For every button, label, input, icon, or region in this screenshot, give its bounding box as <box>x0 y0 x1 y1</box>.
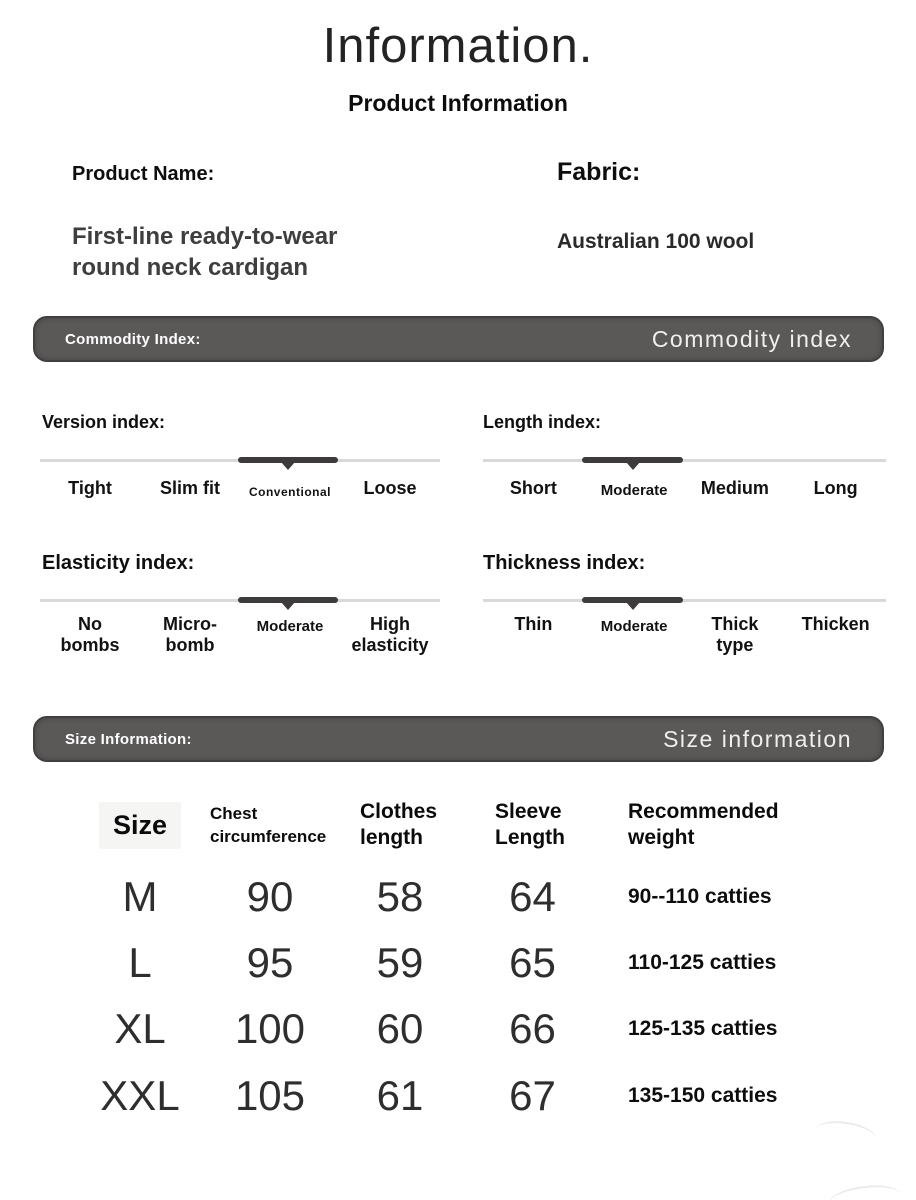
version-index-slider <box>40 459 440 462</box>
product-name-value: First-line ready-to-wear round neck cardigan <box>72 223 338 281</box>
table-row <box>70 930 906 996</box>
cell-size: XXL <box>100 1072 180 1119</box>
cell-sleeve: 66 <box>509 1005 556 1052</box>
header-sleeve-length: Sleeve Length <box>495 800 565 849</box>
cell-sleeve: 67 <box>509 1072 556 1119</box>
cell-weight: 110-125 catties <box>628 951 777 974</box>
header-clothes-length: Clothes length <box>360 800 438 849</box>
length-option-moderate: Moderate <box>600 482 668 499</box>
thickness-index-options <box>483 614 886 656</box>
page-title: Information. <box>322 19 594 73</box>
elasticity-option-micro-bomb: Micro-bomb <box>163 614 217 655</box>
size-information-bar <box>33 716 884 762</box>
thickness-index-slider <box>483 599 886 602</box>
cell-sleeve: 65 <box>509 939 556 986</box>
length-index-options <box>483 478 886 501</box>
commodity-index-bar <box>33 316 884 362</box>
table-row <box>70 864 906 930</box>
cell-size: M <box>122 873 158 920</box>
length-index-active-segment <box>582 457 683 463</box>
elasticity-index-slider <box>40 599 440 602</box>
fabric-label: Fabric: <box>557 158 641 186</box>
version-option-loose: Loose <box>363 478 417 498</box>
thickness-option-thicken: Thicken <box>801 614 870 634</box>
cell-size: L <box>128 939 152 986</box>
elasticity-index-options <box>40 614 440 656</box>
version-option-slim-fit: Slim fit <box>159 478 220 498</box>
page-subtitle: Product Information <box>348 90 568 116</box>
version-option-tight: Tight <box>68 478 112 498</box>
cell-size: XL <box>114 1005 166 1052</box>
length-option-long: Long <box>813 478 858 498</box>
version-index-active-segment <box>238 457 338 463</box>
version-option-conventional: Conventional <box>248 485 331 499</box>
size-bar-right-label: Size information <box>663 725 852 752</box>
length-option-medium: Medium <box>700 478 769 498</box>
elasticity-option-moderate: Moderate <box>256 618 324 635</box>
commodity-bar-right-label: Commodity index <box>651 325 852 352</box>
cell-clothes: 61 <box>376 1072 424 1119</box>
elasticity-option-no-bombs: No bombs <box>60 614 120 655</box>
elasticity-option-high-elasticity: High elasticity <box>351 614 429 655</box>
version-index-label: Version index: <box>42 412 166 432</box>
length-option-short: Short <box>509 478 557 498</box>
cell-clothes: 60 <box>376 1005 424 1052</box>
elasticity-index-active-segment <box>238 597 338 603</box>
cell-chest: 100 <box>234 1005 306 1052</box>
cell-weight: 90--110 catties <box>628 885 772 908</box>
thickness-option-moderate: Moderate <box>600 618 668 635</box>
elasticity-index-label: Elasticity index: <box>42 552 195 574</box>
table-row <box>70 996 906 1062</box>
size-table-header-row <box>70 790 906 860</box>
header-chest-circumference: Chest circumference <box>210 804 327 846</box>
cell-clothes: 58 <box>376 873 424 920</box>
commodity-bar-left-label: Commodity Index: <box>65 330 201 348</box>
table-row <box>70 1063 906 1129</box>
length-index-label: Length index: <box>483 412 601 432</box>
thickness-index-active-segment <box>582 597 683 603</box>
version-index-options <box>40 478 440 503</box>
cell-chest: 95 <box>246 939 294 986</box>
header-recommended-weight: Recommended weight <box>628 800 779 849</box>
fabric-value: Australian 100 wool <box>557 230 755 253</box>
cell-clothes: 59 <box>376 939 424 986</box>
cell-weight: 125-135 catties <box>628 1017 778 1040</box>
cell-chest: 90 <box>246 873 294 920</box>
size-bar-left-label: Size Information: <box>65 730 192 748</box>
cell-chest: 105 <box>234 1072 306 1119</box>
thickness-option-thick-type: Thick type <box>711 614 759 655</box>
cell-weight: 135-150 catties <box>628 1084 778 1107</box>
thickness-option-thin: Thin <box>514 614 553 634</box>
thickness-index-label: Thickness index: <box>483 552 646 574</box>
cell-sleeve: 64 <box>509 873 556 920</box>
header-size: Size <box>99 802 181 849</box>
length-index-slider <box>483 459 886 462</box>
decorative-arc <box>827 1182 904 1200</box>
product-name-label: Product Name: <box>72 163 215 185</box>
